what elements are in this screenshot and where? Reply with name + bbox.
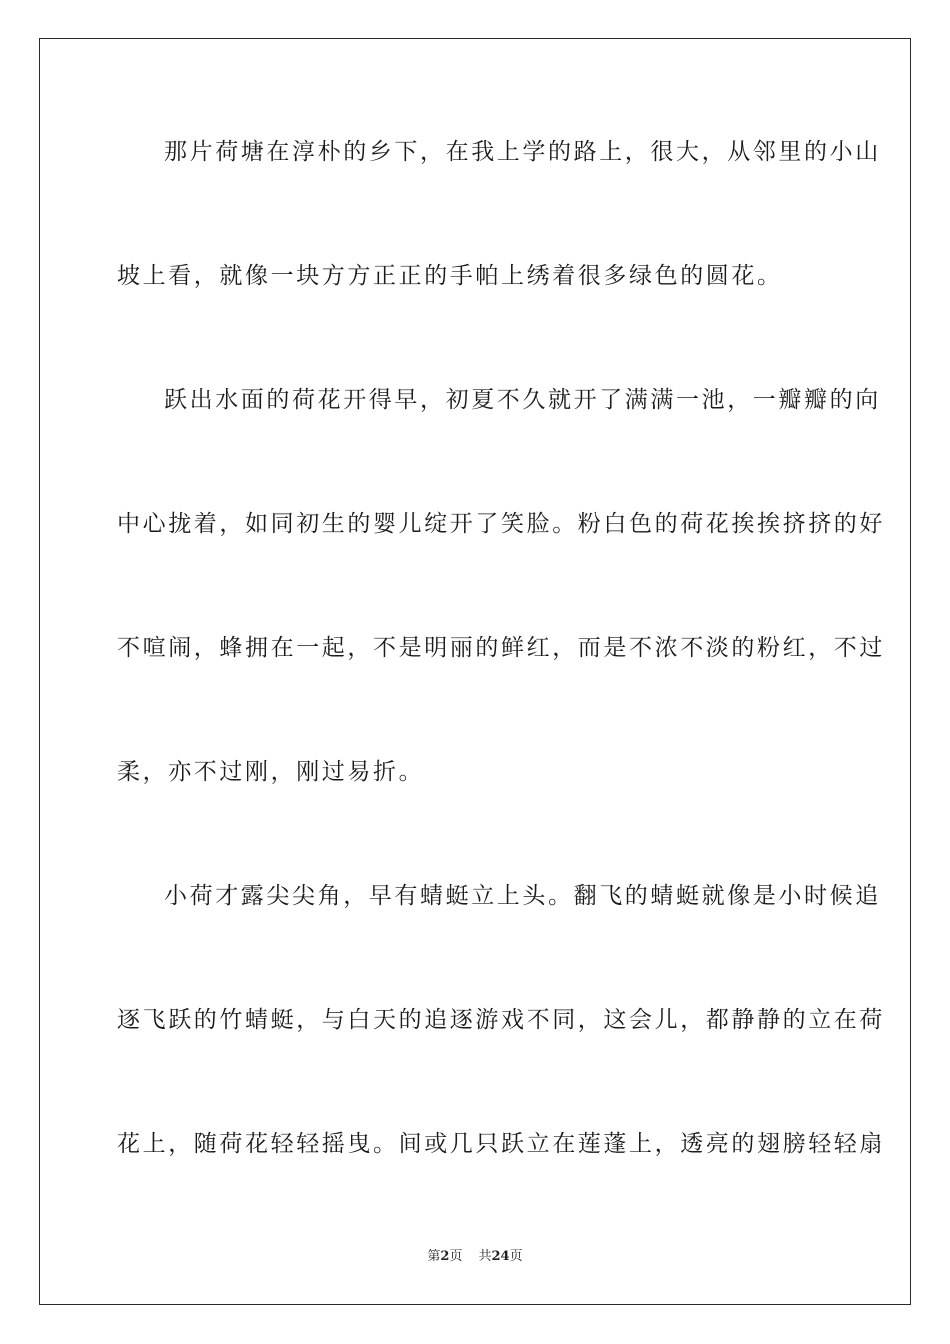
paragraph-2-line-4: 柔，亦不过刚，刚过易折。 (117, 759, 425, 785)
page-number-label: 第2页 (427, 1249, 463, 1264)
paragraph-2-line-1: 跃出水面的荷花开得早，初夏不久就开了满满一池，一瓣瓣的向 (164, 387, 881, 413)
paragraph-3-line-1: 小荷才露尖尖角，早有蜻蜓立上头。翻飞的蜻蜓就像是小时候追 (164, 883, 881, 909)
page-footer (0, 1248, 950, 1266)
paragraph-3-line-3: 花上，随荷花轻轻摇曳。间或几只跃立在莲蓬上，透亮的翅膀轻轻扇 (117, 1131, 885, 1157)
total-pages-label: 共24页 (478, 1249, 523, 1264)
paragraph-2-line-2: 中心拢着，如同初生的婴儿绽开了笑脸。粉白色的荷花挨挨挤挤的好 (117, 511, 885, 537)
paragraph-1-line-1: 那片荷塘在淳朴的乡下，在我上学的路上，很大，从邻里的小山 (164, 139, 881, 165)
paragraph-1-line-2: 坡上看，就像一块方方正正的手帕上绣着很多绿色的圆花。 (117, 263, 783, 289)
paragraph-3-line-2: 逐飞跃的竹蜻蜓，与白天的追逐游戏不同，这会儿，都静静的立在荷 (117, 1007, 885, 1033)
page-border (39, 38, 911, 1305)
paragraph-2-line-3: 不喧闹，蜂拥在一起，不是明丽的鲜红，而是不浓不淡的粉红，不过 (117, 635, 885, 661)
